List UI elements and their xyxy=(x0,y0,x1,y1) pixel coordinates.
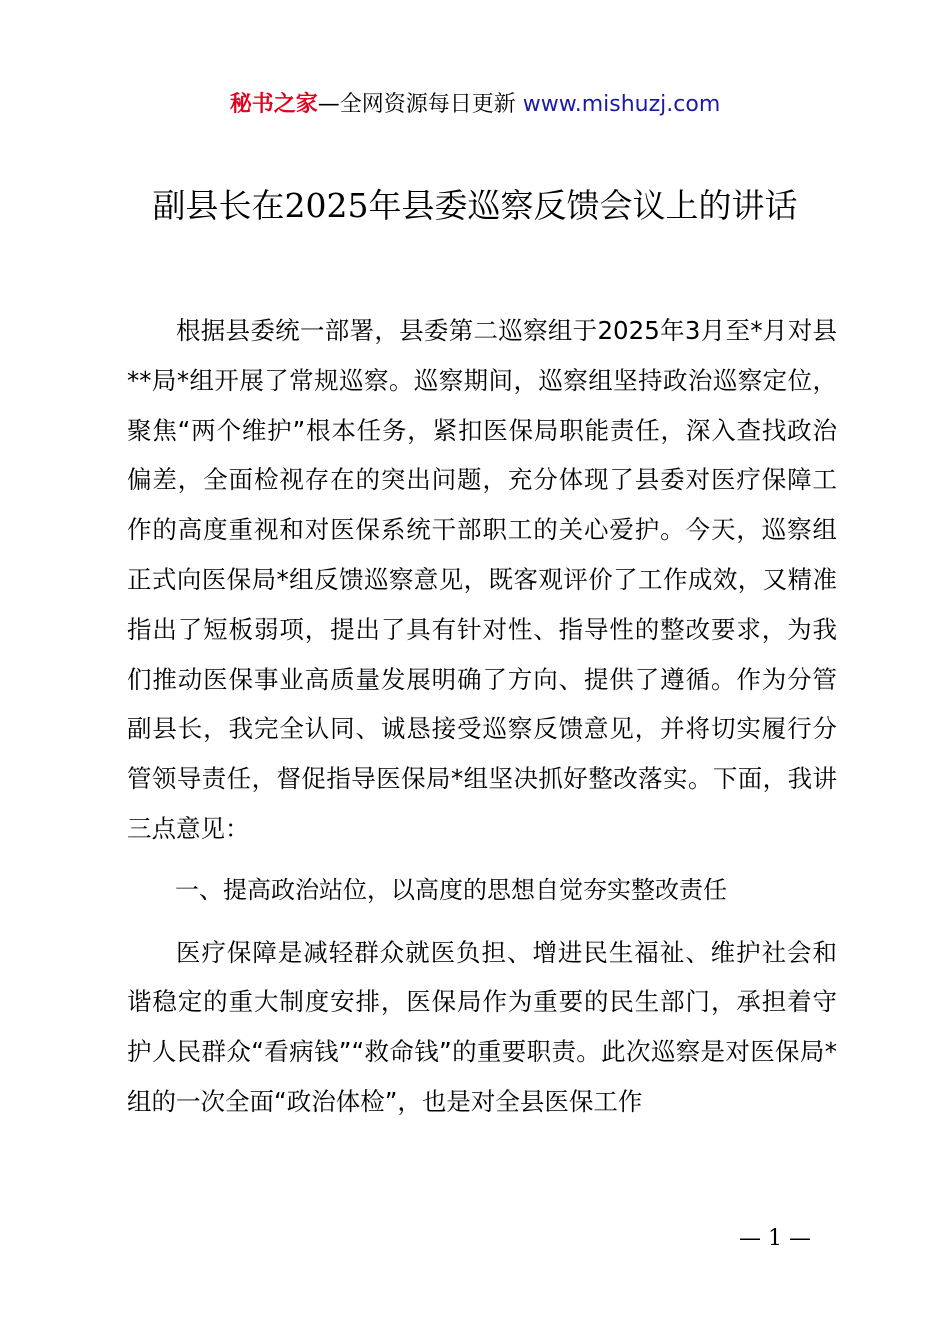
site-url[interactable]: www.mishuzj.com xyxy=(515,92,721,117)
body-paragraph-intro: 根据县委统一部署，县委第二巡察组于2025年3月至*月对县**局*组开展了常规巡察。巡察期间，巡察组坚持政治巡察定位，聚焦“两个维护”根本任务，紧扣医保局职能责任，深入查找政治偏差，全面检视存在的突出问题，充分体现了县委对医疗保障工作的高度重视和对医保系统干部职工的关心爱护。今天，巡察组正式向医保局*组反馈巡察意见，既客观评价了工作成效，又精准指出了短板弱项，提出了具有针对性、指导性的整改要求，为我们推动医保事业高质量发展明确了方向、提供了遵循。作为分管副县长，我完全认同、诚恳接受巡察反馈意见，并将切实履行分管领导责任，督促指导医保局*组坚决抓好整改落实。下面，我讲三点意见： xyxy=(127,316,837,843)
page-number: — 1 — xyxy=(739,1226,811,1251)
header-tagline: —全网资源每日更新 xyxy=(317,92,516,117)
document-title: 副县长在2025年县委巡察反馈会议上的讲话 xyxy=(152,186,798,225)
section-heading-1: 一、提高政治站位，以高度的思想自觉夯实整改责任 xyxy=(175,875,727,904)
document-body xyxy=(127,306,837,1127)
body-paragraph-section-1: 医疗保障是减轻群众就医负担、增进民生福祉、维护社会和谐稳定的重大制度安排，医保局作为重要的民生部门，承担着守护人民群众“看病钱”“救命钱”的重要职责。此次巡察是对医保局*组的一次全面“政治体检”，也是对全县医保工作 xyxy=(127,937,837,1116)
site-header xyxy=(0,88,950,122)
brand-name: 秘书之家 xyxy=(229,92,318,117)
